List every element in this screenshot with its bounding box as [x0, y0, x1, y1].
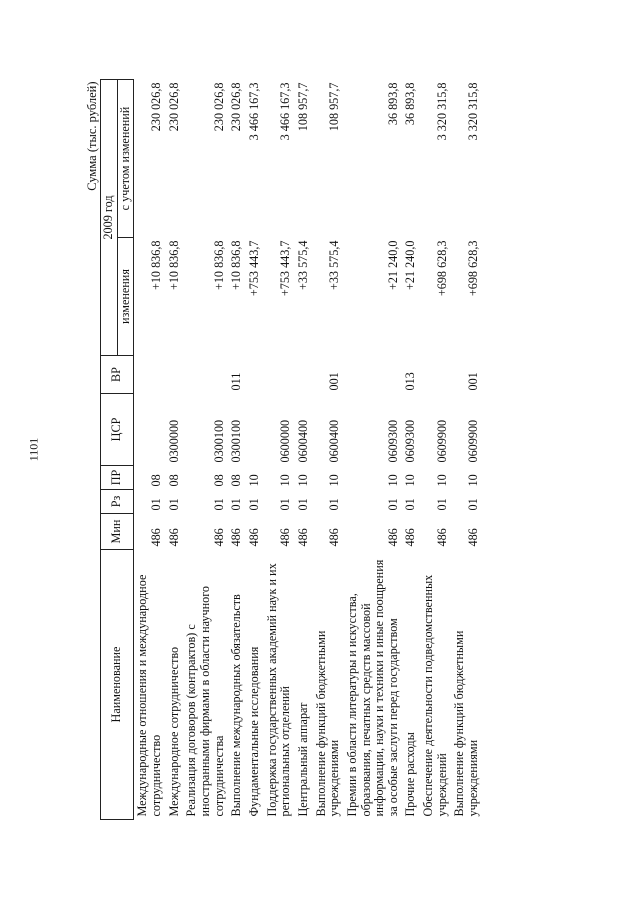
- cell-vr: 001: [327, 372, 342, 391]
- header-name: Наименование: [101, 550, 134, 820]
- header-vr: ВР: [101, 356, 134, 394]
- cell-change: +753 443,7: [246, 240, 261, 297]
- cell-csr: [134, 394, 166, 466]
- cell-name: Выполнение международных обязательств: [229, 594, 244, 817]
- cell-total: 3 466 167,3: [246, 82, 261, 141]
- cell-pr: 08: [148, 474, 163, 487]
- cell-name: Фундаментальные исследования: [246, 646, 261, 817]
- cell-pr: 10: [466, 474, 481, 487]
- cell-rz: 01: [434, 498, 449, 511]
- table-row: [420, 79, 451, 819]
- table-row: [228, 79, 246, 819]
- table-row: [295, 79, 313, 819]
- cell-rz: 01: [466, 498, 481, 511]
- cell-name: Прочие расходы: [403, 732, 418, 817]
- cell-vr: [134, 356, 166, 394]
- cell-pr: 10: [403, 474, 418, 487]
- cell-vr: [246, 356, 264, 394]
- cell-rz: 01: [295, 498, 310, 511]
- cell-total: 230 026,8: [211, 82, 226, 132]
- cell-pr: 10: [327, 474, 342, 487]
- cell-vr: [264, 356, 295, 394]
- header-min: Мин: [101, 514, 134, 550]
- cell-min: 486: [385, 528, 400, 547]
- cell-min: 486: [278, 528, 293, 547]
- cell-csr: 0609300: [385, 419, 400, 463]
- cell-min: 486: [148, 528, 163, 547]
- table-row: [134, 79, 166, 819]
- header-csr: ЦСР: [101, 394, 134, 466]
- cell-change: +10 836,8: [211, 240, 226, 291]
- cell-min: 486: [229, 528, 244, 547]
- cell-min: 486: [434, 528, 449, 547]
- cell-min: 486: [166, 528, 181, 547]
- table-row: [246, 79, 264, 819]
- cell-change: +698 628,3: [466, 240, 481, 297]
- cell-csr: 0300100: [211, 419, 226, 463]
- cell-rz: 01: [211, 498, 226, 511]
- cell-change: +10 836,8: [166, 240, 181, 291]
- table-row: [264, 79, 295, 819]
- cell-change: +21 240,0: [403, 240, 418, 291]
- page-number: 1101: [26, 437, 41, 462]
- cell-min: 486: [295, 528, 310, 547]
- cell-rz: 01: [166, 498, 181, 511]
- table-row: [451, 79, 482, 819]
- cell-change: +698 628,3: [434, 240, 449, 297]
- cell-min: 486: [211, 528, 226, 547]
- cell-total: 3 466 167,3: [278, 82, 293, 141]
- cell-vr: 011: [229, 372, 244, 391]
- cell-csr: 0300000: [166, 419, 181, 463]
- cell-total: 108 957,7: [327, 82, 342, 132]
- cell-vr: 013: [403, 372, 418, 391]
- cell-min: 486: [327, 528, 342, 547]
- cell-rz: 01: [148, 498, 163, 511]
- cell-pr: 10: [385, 474, 400, 487]
- table-row: [166, 79, 184, 819]
- cell-pr: 10: [246, 474, 261, 487]
- header-rz: Рз: [101, 490, 134, 514]
- cell-name: Выполнение функций бюджетными учреждениями: [313, 630, 342, 817]
- cell-total: 108 957,7: [295, 82, 310, 132]
- cell-csr: 0600000: [278, 419, 293, 463]
- budget-table: [85, 79, 483, 820]
- table-row: [183, 79, 228, 819]
- cell-total: 230 026,8: [148, 82, 163, 132]
- table-caption: Сумма (тыс. рублей): [85, 81, 99, 191]
- cell-csr: [246, 394, 264, 466]
- cell-vr: [420, 356, 451, 394]
- cell-pr: 10: [295, 474, 310, 487]
- header-change: изменения: [117, 238, 134, 356]
- table-row: [313, 79, 344, 819]
- cell-total: 3 320 315,8: [466, 82, 481, 141]
- cell-pr: 10: [278, 474, 293, 487]
- cell-name: Международное сотрудничество: [166, 646, 181, 817]
- cell-pr: 08: [229, 474, 244, 487]
- cell-csr: 0609900: [434, 419, 449, 463]
- cell-name: Международные отношения и международное сотрудничество: [135, 574, 163, 817]
- cell-name: Центральный аппарат: [295, 702, 310, 817]
- cell-min: 486: [466, 528, 481, 547]
- cell-name: Реализация договоров (контрактов) с иностранными фирмами в области научного сотрудничества: [184, 585, 226, 817]
- cell-rz: 01: [246, 498, 261, 511]
- cell-total: 230 026,8: [166, 82, 181, 132]
- cell-vr: [295, 356, 313, 394]
- cell-vr: [166, 356, 184, 394]
- cell-name: Обеспечение деятельности подведомственных учреждений: [421, 574, 449, 817]
- cell-rz: 01: [385, 498, 400, 511]
- cell-vr: 001: [466, 372, 481, 391]
- cell-total: 3 320 315,8: [434, 82, 449, 141]
- cell-total: 230 026,8: [229, 82, 244, 132]
- cell-name: Премии в области литературы и искусства, образования, печатных средств массовой информации, науки и техники и иные поощрения за особые заслуги перед государством: [344, 559, 400, 817]
- header-year: 2009 год: [101, 79, 118, 355]
- cell-csr: 0609900: [466, 419, 481, 463]
- cell-min: 486: [246, 528, 261, 547]
- cell-csr: 0600400: [295, 419, 310, 463]
- cell-vr: [344, 356, 403, 394]
- cell-change: +10 836,8: [229, 240, 244, 291]
- cell-min: 486: [403, 528, 418, 547]
- cell-name: Выполнение функций бюджетными учреждениями: [452, 630, 481, 817]
- cell-csr: 0300100: [229, 419, 244, 463]
- cell-change: +10 836,8: [148, 240, 163, 291]
- cell-change: +21 240,0: [385, 240, 400, 291]
- cell-vr: [183, 356, 228, 394]
- cell-change: +753 443,7: [278, 240, 293, 297]
- cell-rz: 01: [229, 498, 244, 511]
- cell-name: Поддержка государственных академий наук и их региональных отделений: [264, 563, 293, 817]
- cell-pr: 08: [166, 474, 181, 487]
- header-with-changes: с учетом изменений: [117, 79, 134, 237]
- cell-change: +33 575,4: [295, 240, 310, 291]
- rotated-table-container: [85, 80, 555, 820]
- cell-pr: 10: [434, 474, 449, 487]
- cell-csr: 0600400: [327, 419, 342, 463]
- cell-total: 36 893,8: [403, 82, 418, 126]
- cell-rz: 01: [278, 498, 293, 511]
- cell-pr: 08: [211, 474, 226, 487]
- cell-rz: 01: [327, 498, 342, 511]
- cell-change: +33 575,4: [327, 240, 342, 291]
- cell-csr: 0609300: [403, 419, 418, 463]
- cell-total: 36 893,8: [385, 82, 400, 126]
- cell-rz: 01: [403, 498, 418, 511]
- table-row: [402, 79, 420, 819]
- table-row: [344, 79, 403, 819]
- header-pr: ПР: [101, 466, 134, 490]
